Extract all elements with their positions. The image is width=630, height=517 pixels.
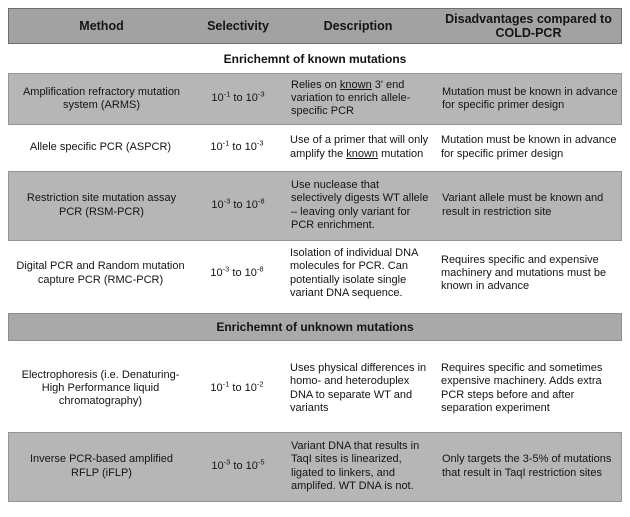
selectivity-cell: $10^{-1}$ to $10^{-2}$ [210, 379, 264, 394]
table-row-aspcr [8, 125, 622, 171]
column-header-selectivity: Selectivity [207, 18, 269, 33]
selectivity-cell: $10^{-1}$ to $10^{-3}$ [210, 138, 264, 153]
description-cell: Uses physical differences in homo- and heteroduplex DNA to separate WT and variants [290, 362, 427, 414]
disadvantage-cell: Variant allele must be known and result in restriction site [442, 192, 604, 218]
method-cell: Amplification refractory mutation system (ARMS) [22, 85, 181, 111]
column-header-description: Description [323, 18, 393, 33]
selectivity-cell: $10^{-1}$ to $10^{-3}$ [211, 89, 265, 105]
table-row-arms [8, 73, 622, 125]
description-cell: Isolation of individual DNA molecules for PCR. Can potentially isolate single variant DNA sequence. [290, 247, 418, 299]
disadvantage-cell: Requires specific and sometimes expensive machinery. Adds extra PCR steps before and after separation experiment [441, 362, 603, 414]
column-header-disadvantages: Disadvantages compared to COLD-PCR [445, 11, 612, 40]
description-cell: Relies on known 3' end variation to enrich allele-specific PCR [291, 79, 411, 118]
table-header-row [8, 8, 622, 44]
disadvantage-cell: Requires specific and expensive machinery and mutations must be known in advance [441, 253, 607, 293]
method-cell: Restriction site mutation assay PCR (RSM-PCR) [26, 192, 177, 218]
selectivity-cell: $10^{-3}$ to $10^{-8}$ [211, 196, 265, 211]
method-cell: Inverse PCR-based amplified RFLP (iFLP) [29, 453, 174, 479]
column-header-method: Method [79, 18, 124, 33]
method-cell: Electrophoresis (i.e. Denaturing-High Performance liquid chromatography) [21, 368, 180, 408]
table-row-electrophoresis [8, 346, 622, 432]
section-band-unknown-mutations [8, 313, 622, 341]
selectivity-cell: $10^{-3}$ to $10^{-8}$ [210, 264, 264, 279]
selectivity-cell: $10^{-3}$ to $10^{-5}$ [211, 457, 265, 472]
section-title-unknown-mutations: Enrichemnt of unknown mutations [216, 319, 414, 334]
description-cell: Use of a primer that will only amplify the known mutation [290, 134, 429, 160]
description-cell: Use nuclease that selectively digests WT allele – leaving only variant for PCR enrichment. [291, 179, 429, 231]
table-row-rsm-pcr [8, 171, 622, 241]
table-row-rmc-pcr [8, 241, 622, 307]
disadvantage-cell: Mutation must be known in advance for specific primer design [442, 85, 618, 111]
description-cell: Variant DNA that results in TaqI sites is linearized, ligated to linkers, and amplifed. WT DNA is not. [291, 440, 420, 492]
section-title-known-mutations: Enrichemnt of known mutations [223, 52, 407, 66]
disadvantage-cell: Only targets the 3-5% of mutations that result in TaqI restriction sites [442, 453, 612, 479]
method-cell: Allele specific PCR (ASPCR) [29, 140, 172, 153]
table-row-iflp [8, 432, 622, 502]
disadvantage-cell: Mutation must be known in advance for specific primer design [441, 134, 617, 160]
method-cell: Digital PCR and Random mutation capture PCR (RMC-PCR) [16, 260, 185, 286]
